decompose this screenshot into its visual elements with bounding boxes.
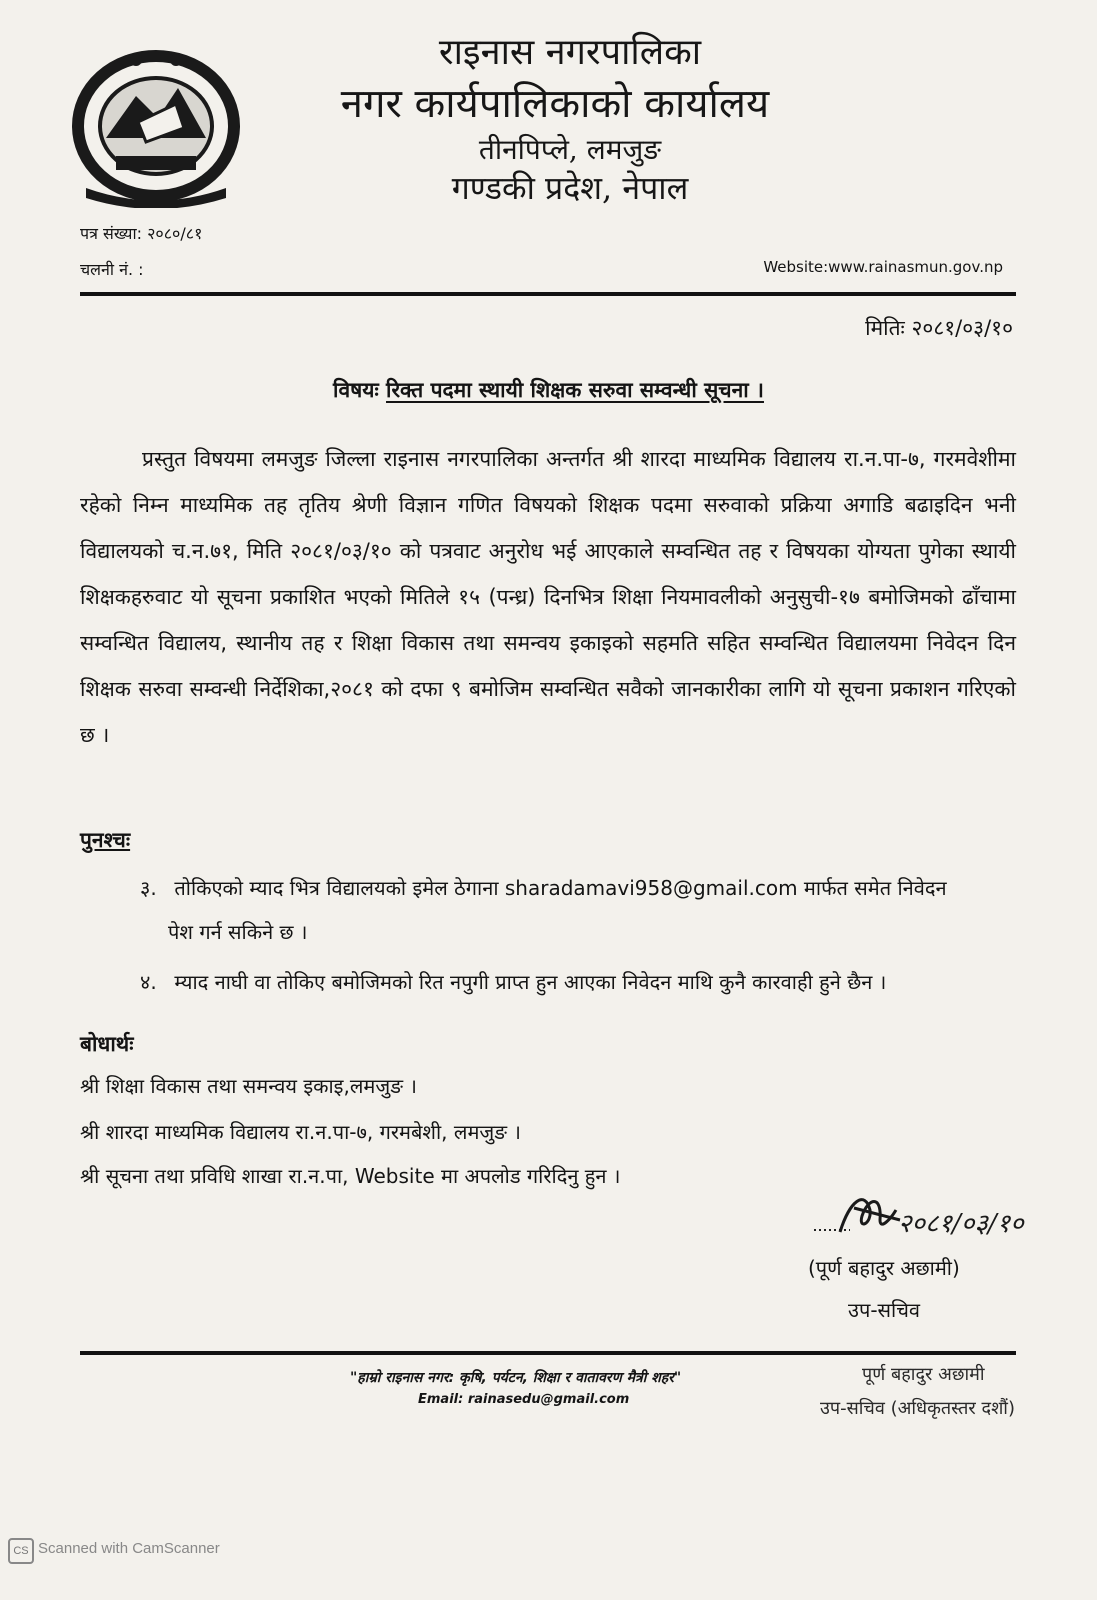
cc-item: श्री शिक्षा विकास तथा समन्वय इकाइ,लमजुङ । [80,1074,417,1098]
signatory-title: उप-सचिव [848,1298,921,1322]
postscript-note [140,866,1020,954]
note-text: म्याद नाघी वा तोकिए बमोजिमको रित नपुगी प्राप्त हुन आएका निवेदन माथि कुनै कारवाही हुने छैन । [174,970,887,994]
note-number: ४. [140,970,157,994]
notice-body [80,436,1016,758]
province-country: गण्डकी प्रदेश, नेपाल [451,169,689,207]
postscript-note [140,960,1020,1004]
footer-email: Email: rainasedu@gmail.com [418,1392,630,1407]
signature-date: २०८१/०३/१० [898,1209,1024,1239]
note-text: तोकिएको म्याद भित्र विद्यालयको इमेल ठेगाना sharadamavi958@gmail.com मार्फत समेत निवेदन [174,876,947,900]
handwritten-signature [810,1180,1060,1250]
letter-number: पत्र संख्या: २०८०/८१ [80,224,203,243]
dispatch-number: चलनी नं. : [80,260,144,279]
cc-item: श्री शारदा माध्यमिक विद्यालय रा.न.पा-७, गरमबेशी, लमजुङ । [80,1120,521,1144]
municipality-name: राइनास नगरपालिका [438,32,702,73]
footer-divider [80,1351,1016,1355]
camscanner-watermark: Scanned with CamScanner [38,1540,220,1557]
office-address: तीनपिप्ले, लमजुङ [478,133,662,166]
subject-label: विषयः [333,378,379,402]
note-text-continued: पेश गर्न सकिने छ । [168,920,308,944]
cc-item: श्री सूचना तथा प्रविधि शाखा रा.न.पा, Website मा अपलोड गरिदिनु हुन । [80,1164,621,1188]
footer-motto: "हाम्रो राइनास नगर: कृषि, पर्यटन, शिक्षा र वातावरण मैत्री शहर" [350,1370,682,1386]
note-number: ३. [140,876,157,900]
cc-label: बोधार्थः [80,1032,134,1056]
stamp-title: उप-सचिव (अधिकृतस्तर दशौं) [820,1398,1015,1419]
website-address: Website:www.rainasmun.gov.np [763,258,1003,276]
postscript-label: पुनश्चः [80,828,131,852]
office-name: नगर कार्यपालिकाको कार्यालय [340,81,770,127]
signatory-name: (पूर्ण बहादुर अछामी) [808,1256,960,1280]
camscanner-logo-icon: CS [8,1538,34,1564]
subject-line [0,376,1097,404]
subject-text: रिक्त पदमा स्थायी शिक्षक सरुवा सम्वन्धी सूचना । [386,378,764,402]
header-divider [80,292,1016,296]
body-paragraph: प्रस्तुत विषयमा लमजुङ जिल्ला राइनास नगरपालिका अन्तर्गत श्री शारदा माध्यमिक विद्यालय रा.न.पा-७, गरमवेशीमा रहेको निम्न माध्यमिक तह तृतिय श्रेणी विज्ञान गणित विषयको शिक्षक पदमा सरुवाको प्रक्रिया अगाडि बढाइदिन भनी विद्यालयको च.न.७१, मिति २०८१/०३/१० को पत्रवाट अनुरोध भई आएकाले सम्वन्धित तह र विषयका योग्यता पुगेका स्थायी शिक्षकहरुवाट यो सूचना प्रकाशित भएको मितिले १५ (पन्ध्र) दिनभित्र शिक्षा नियमावलीको अनुसुची-१७ बमोजिमको ढाँचामा सम्वन्धित विद्यालय, स्थानीय तह र शिक्षा विकास तथा समन्वय इकाइको सहमति सहित सम्वन्धित विद्यालयमा निवेदन दिन शिक्षक सरुवा सम्वन्धी निर्देशिका,२०८१ को दफा ९ बमोजिम सम्वन्धित सवैको जानकारीका लागि यो सूचना प्रकाशन गरिएको छ । [80,447,1016,747]
letter-date: मितिः २०८१/०३/१० [865,316,1013,340]
nepal-emblem-icon [66,38,246,208]
stamp-name: पूर्ण बहादुर अछामी [862,1364,985,1385]
